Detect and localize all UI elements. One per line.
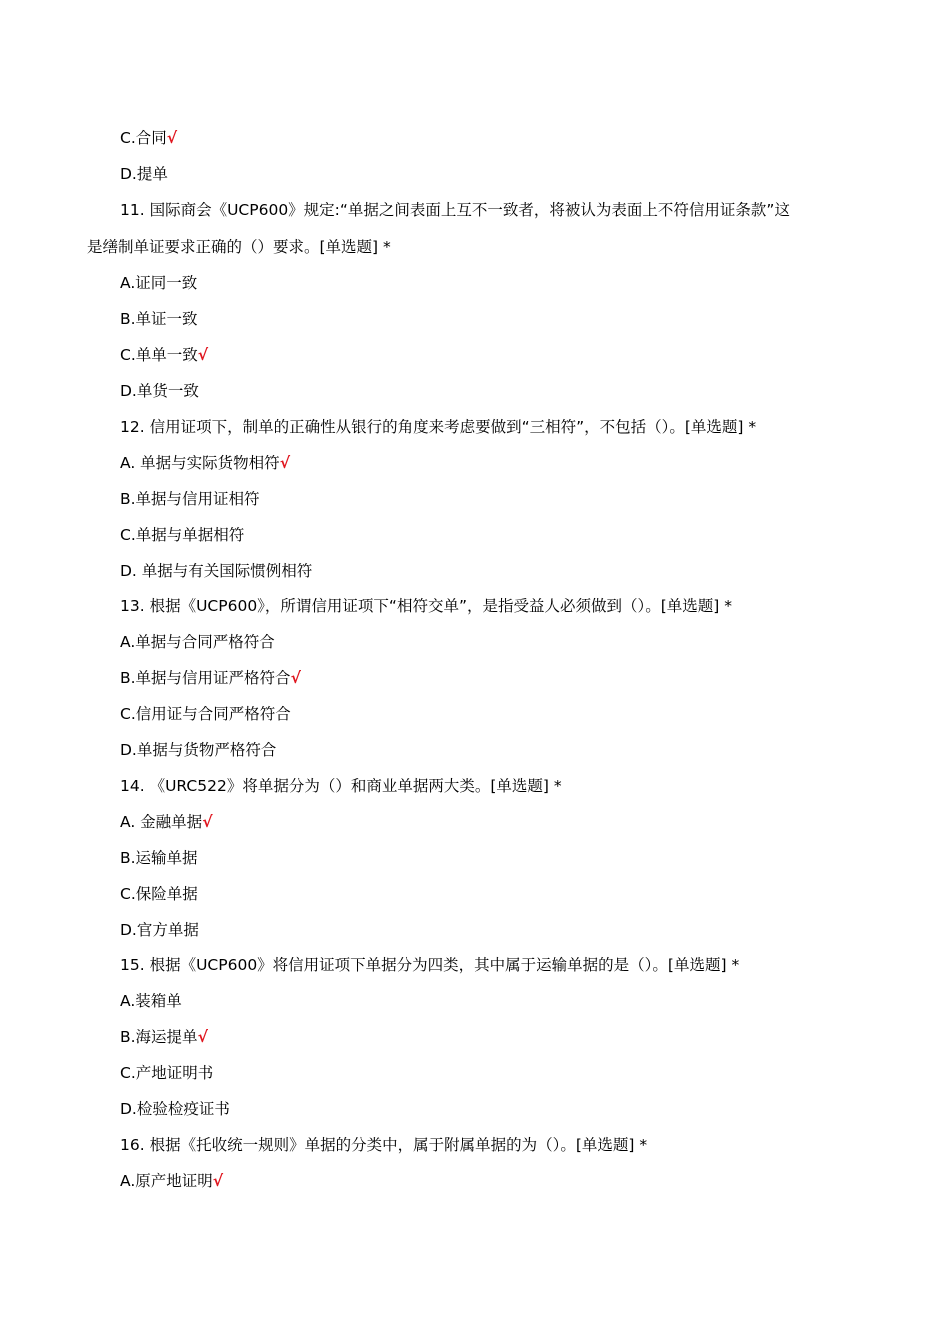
correct-check-icon: √ [290,669,301,687]
correct-check-icon: √ [212,1172,224,1190]
line-text: B.单据与信用证严格符合 [120,669,291,687]
q12-option-d [120,561,312,581]
line-text: B.海运提单 [120,1028,198,1046]
q11-option-b [120,309,198,329]
line-text: C.合同 [120,129,167,147]
q12-option-a [120,453,290,473]
q13-option-a [120,632,275,652]
q14-option-b [120,848,198,868]
line-text: 12. 信用证项下，制单的正确性从银行的角度来考虑要做到“三相符”，不包括（）。[单选题] * [120,418,757,436]
q11-option-a [120,273,197,293]
line-text: D.提单 [120,165,168,183]
q13-option-b [120,668,301,688]
line-text: 11. 国际商会《UCP600》规定:“单据之间表面上互不一致者，将被认为表面上不符信用证条款”这 [120,201,790,219]
q11-option-c [120,345,208,365]
line-text: B.单据与信用证相符 [120,490,260,508]
line-text: B.单证一致 [120,310,198,328]
q13-option-c [120,704,291,724]
q14-option-c [120,884,198,904]
line-text: D.单据与货物严格符合 [120,741,277,759]
q11-option-d [120,381,199,401]
line-text: A. 单据与实际货物相符 [120,454,280,472]
correct-check-icon: √ [166,129,178,147]
correct-check-icon: √ [197,346,209,364]
q16-option-a [120,1171,223,1191]
correct-check-icon: √ [279,454,291,472]
option-d-bill-of-lading [120,164,168,184]
line-text: C.产地证明书 [120,1064,214,1082]
line-text: D. 单据与有关国际惯例相符 [120,562,313,580]
line-text: D.单货一致 [120,382,199,400]
q15-option-c [120,1063,213,1083]
line-text: 13. 根据《UCP600》，所谓信用证项下“相符交单”，是指受益人必须做到（）。[单选题] * [120,597,733,615]
line-text: 14. 《URC522》将单据分为（）和商业单据两大类。[单选题] * [120,777,562,795]
line-text: C.单据与单据相符 [120,526,245,544]
question-13-text [120,596,732,616]
question-15-text [120,955,739,975]
line-text: A. 金融单据 [120,813,203,831]
question-12-text [120,417,756,437]
line-text: B.运输单据 [120,849,198,867]
q14-option-d [120,920,199,940]
q15-option-a [120,991,182,1011]
correct-check-icon: √ [197,1028,208,1046]
line-text: D.检验检疫证书 [120,1100,230,1118]
line-text: 16. 根据《托收统一规则》单据的分类中，属于附属单据的为（）。[单选题] * [120,1136,648,1154]
question-16-text [120,1135,647,1155]
line-text: A.单据与合同严格符合 [120,633,275,651]
line-text: C.信用证与合同严格符合 [120,705,291,723]
question-11-text-continued [87,237,391,257]
question-11-text [120,200,790,220]
q12-option-c [120,525,244,545]
q15-option-d [120,1099,230,1119]
line-text: A.原产地证明 [120,1172,213,1190]
option-c-contract [120,128,177,148]
line-text: A.装箱单 [120,992,182,1010]
q12-option-b [120,489,260,509]
correct-check-icon: √ [202,813,213,831]
line-text: A.证同一致 [120,274,198,292]
q13-option-d [120,740,276,760]
line-text: 是缮制单证要求正确的（）要求。[单选题] * [87,238,391,256]
line-text: D.官方单据 [120,921,199,939]
question-14-text [120,776,562,796]
q15-option-b [120,1027,208,1047]
line-text: 15. 根据《UCP600》将信用证项下单据分为四类，其中属于运输单据的是（）。[单选题] * [120,956,740,974]
q14-option-a [120,812,213,832]
line-text: C.单单一致 [120,346,198,364]
line-text: C.保险单据 [120,885,198,903]
